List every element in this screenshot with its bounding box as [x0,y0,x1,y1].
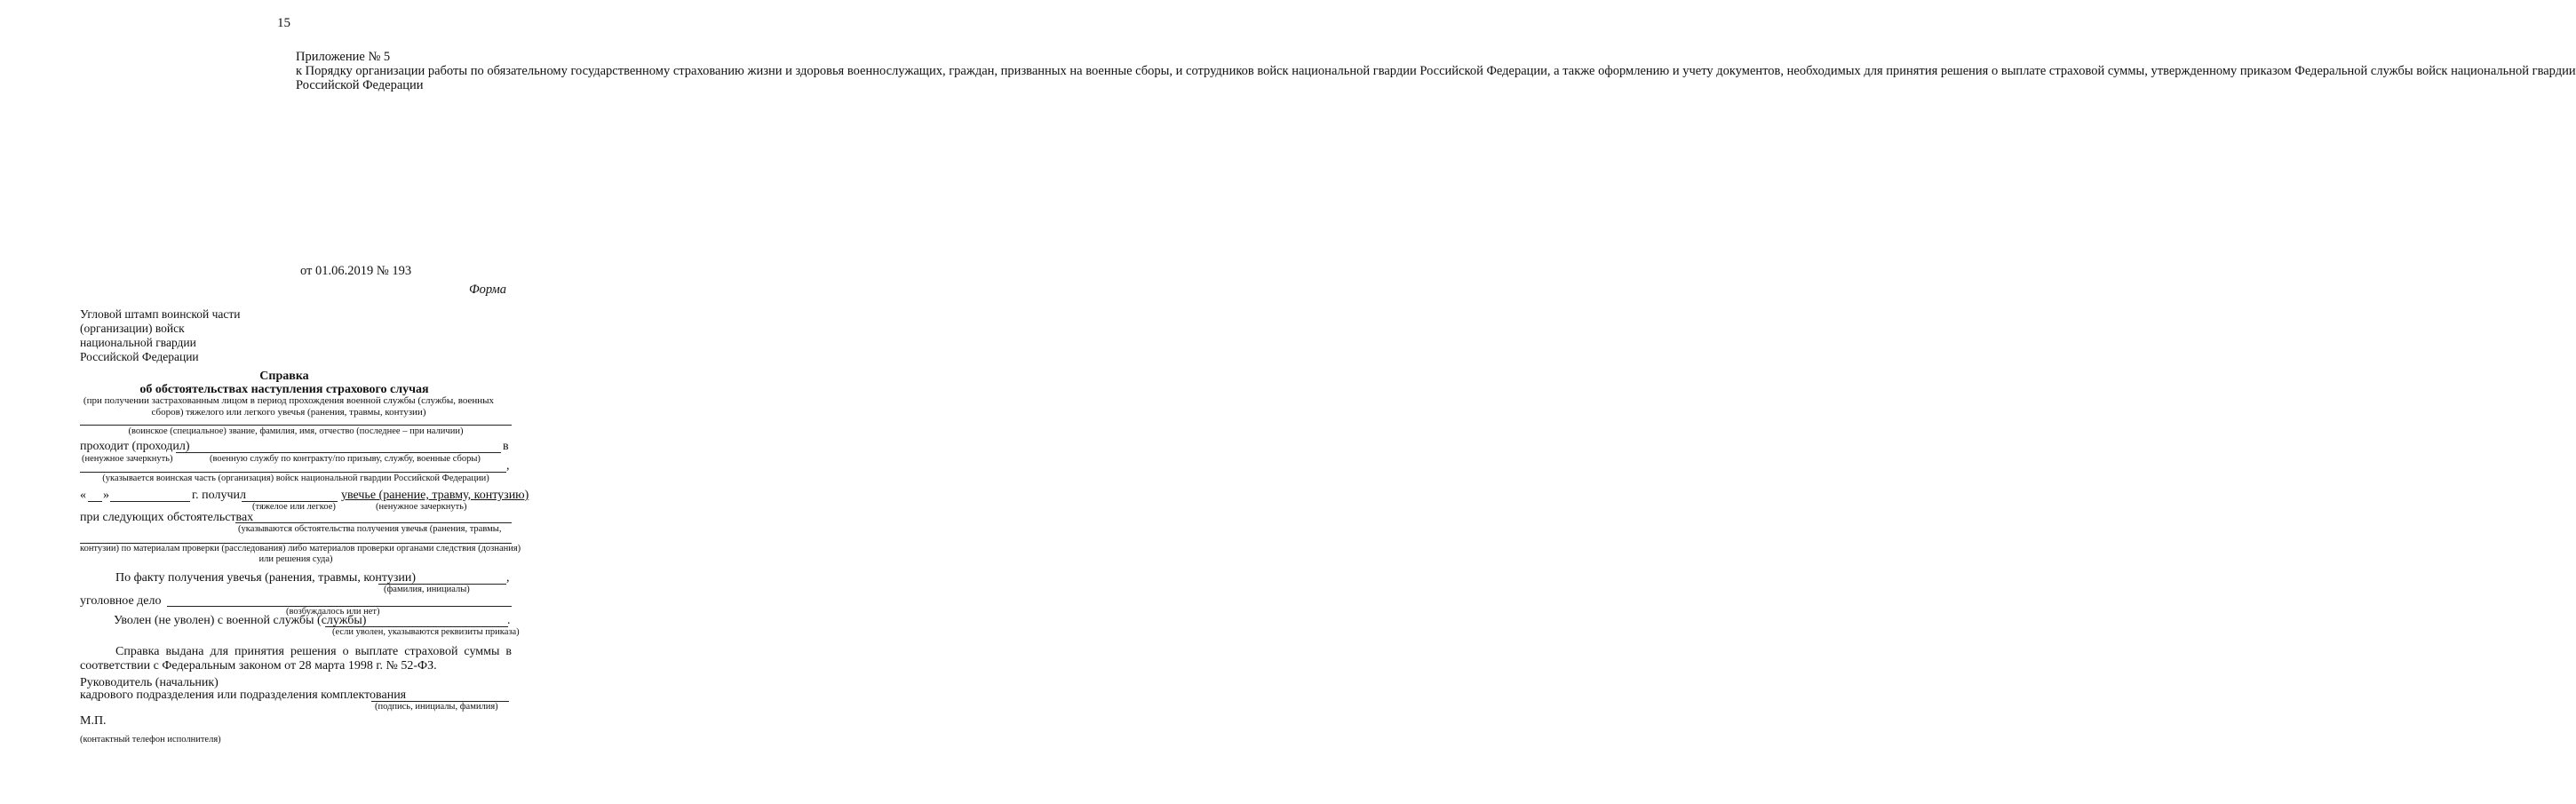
head-line-1: Руководитель (начальник) [80,676,219,689]
certificate-title: Справка [259,370,309,383]
appendix-body: к Порядку организации работы по обязательному государственному страхованию жизни и здоровья военнослужащих, граждан, призванных на военные сборы, и сотрудников войск национальной гвардии Российской Федерации, а также оформлению и учету документов, необходимых для принятия решения о выплате страховой суммы, утвержденному приказом Федеральной службы войск национальной гвардии [296,64,2576,78]
criminal-hint: (возбуждалось или нет) [286,607,380,617]
dismissed-hint: (если уволен, указываются реквизиты приказа) [332,627,520,637]
fact-comma: , [506,571,510,585]
phone-hint: (контактный телефон исполнителя) [80,735,221,744]
passing-hint: (ненужное зачеркнуть) [82,454,173,464]
in-word: в [503,440,509,453]
dismissed-label: Уволен (не уволен) с военной службы (службы) [114,614,367,627]
issued-paragraph: Справка выдана для принятия решения о выплате страховой суммы в соответствии с Федеральным законом от 28 марта 1998 г. № 52-ФЗ. [80,645,512,673]
day-line[interactable] [88,501,102,502]
fact-label: По факту получения увечья (ранения, травмы, контузии) [115,571,417,585]
appendix-last-line: Российской Федерации [296,78,424,92]
unit-line[interactable] [80,472,506,473]
page-number: 15 [277,16,290,30]
date-open: « [80,489,86,502]
fact-hint: (фамилия, инициалы) [384,585,470,594]
seal-mark: М.П. [80,714,107,728]
dismissed-dot: . [507,614,511,627]
head-line-2: кадрового подразделения или подразделения комплектования [80,689,407,702]
year-received-label: г. получил [192,489,246,502]
criminal-label: уголовное дело [80,594,162,608]
service-line[interactable] [176,452,501,453]
injury-label: увечье (ранение, травму, контузию) [341,489,529,502]
appendix-date: от 01.06.2019 № 193 [300,264,412,278]
certificate-note: (при получении застрахованным лицом в период прохождения военной службы (службы, военных сборов) тяжелого или легкого увечья (ранения, травмы, контузии) [83,395,495,418]
rank-hint: (воинское (специальное) звание, фамилия, имя, отчество (последнее – при наличии) [128,426,464,436]
service-hint: (военную службу по контракту/по призыву, службу, военные сборы) [210,454,481,464]
corner-stamp-text: Угловой штамп воинской части (организации) войск национальной гвардии Российской Федерации [80,307,241,363]
appendix-title: Приложение № 5 [296,50,391,64]
injury-hint: (ненужное зачеркнуть) [376,502,467,512]
circumstances-line[interactable] [235,522,512,523]
severity-hint: (тяжелое или легкое) [252,502,336,512]
signature-hint: (подпись, инициалы, фамилия) [375,702,498,712]
unit-comma: , [506,459,510,473]
circumstances-hint-2: контузии) по материалам проверки (расследования) либо материалов проверки органами следствия (дознания) [80,544,521,553]
date-close: » [103,489,109,502]
circumstances-label: при следующих обстоятельствах [80,511,254,524]
appendix-block [296,50,2576,92]
passing-label: проходит (проходил) [80,440,190,453]
unit-hint: (указывается воинская часть (организация) войск национальной гвардии Российской Федерации) [102,474,489,483]
rank-line[interactable] [80,425,512,426]
circumstances-hint-3: или решения суда) [258,554,333,564]
form-label: Форма [469,283,506,297]
circumstances-hint-1: (указываются обстоятельства получения увечья (ранения, травмы, [238,524,502,534]
certificate-subtitle: об обстоятельствах наступления страхового случая [139,383,429,396]
month-year-line[interactable] [110,501,190,502]
